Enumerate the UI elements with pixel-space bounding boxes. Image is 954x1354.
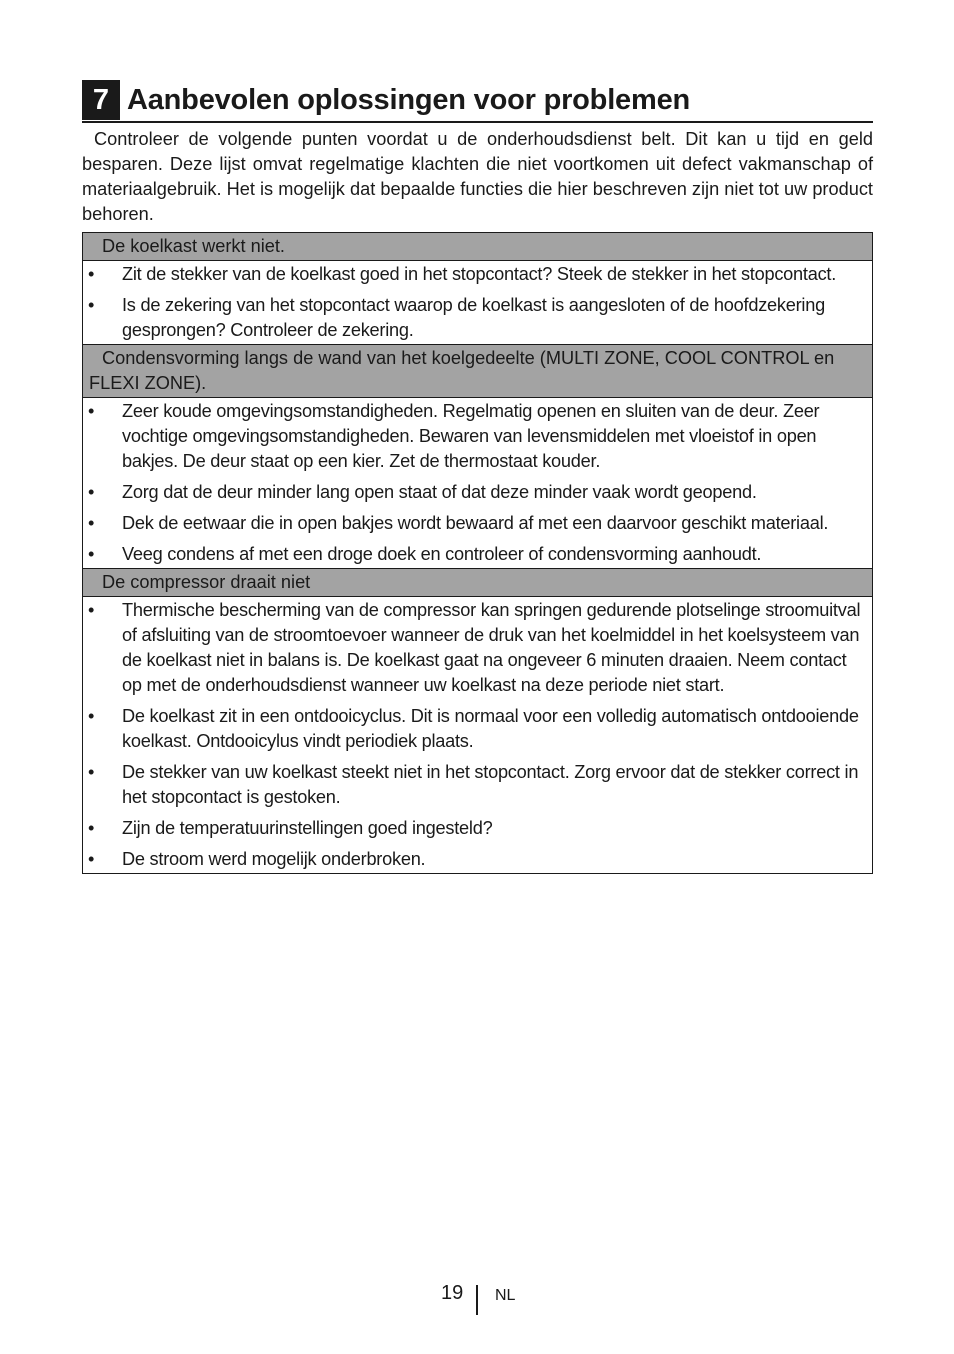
bullet-icon: • bbox=[88, 264, 95, 284]
language-code: NL bbox=[495, 1287, 516, 1304]
list-item bbox=[83, 399, 872, 474]
section-items-row bbox=[83, 597, 873, 874]
troubleshooting-table bbox=[82, 232, 873, 874]
bullet-icon: • bbox=[88, 600, 95, 620]
section-title: De koelkast werkt niet. bbox=[83, 233, 873, 261]
bullet-icon: • bbox=[88, 513, 95, 533]
list-item bbox=[83, 704, 872, 754]
list-item-text: Is de zekering van het stopcontact waarop de koelkast is aangesloten of de hoofdzekering gesprongen? Controleer de zekering. bbox=[122, 295, 825, 340]
section-items bbox=[83, 261, 873, 345]
section-items-row bbox=[83, 398, 873, 569]
bullet-icon: • bbox=[88, 544, 95, 564]
section-header-row bbox=[83, 345, 873, 398]
list-item bbox=[83, 598, 872, 698]
chapter-title: Aanbevolen oplossingen voor problemen bbox=[127, 83, 691, 116]
section-title: De compressor draait niet bbox=[83, 569, 873, 597]
list-item bbox=[83, 760, 872, 810]
section-items-row bbox=[83, 261, 873, 345]
list-item bbox=[83, 480, 872, 505]
list-item bbox=[83, 262, 872, 287]
list-item-text: De koelkast zit in een ontdooicyclus. Dit is normaal voor een volledig automatisch ontdooiende koelkast. Ontdooicylus vindt periodiek plaats. bbox=[122, 706, 859, 751]
list-item bbox=[83, 847, 872, 872]
list-item-text: Dek de eetwaar die in open bakjes wordt bewaard af met een daarvoor geschikt materiaal. bbox=[122, 513, 829, 533]
bullet-icon: • bbox=[88, 401, 95, 421]
list-item bbox=[83, 816, 872, 841]
manual-page bbox=[82, 80, 873, 874]
bullet-icon: • bbox=[88, 706, 95, 726]
bullet-icon: • bbox=[88, 849, 95, 869]
page-footer bbox=[0, 1281, 954, 1315]
list-item-text: Zit de stekker van de koelkast goed in het stopcontact? Steek de stekker in het stopcontact. bbox=[122, 264, 837, 284]
list-item bbox=[83, 542, 872, 567]
list-item-text: Zeer koude omgevingsomstandigheden. Regelmatig openen en sluiten van de deur. Zeer vochtige omgevingsomstandigheden. Bewaren van levensmiddelen met vloeistof in open bakjes. De deur staat op een kier. Zet de thermostaat kouder. bbox=[122, 401, 820, 471]
section-items bbox=[83, 597, 873, 874]
list-item bbox=[83, 293, 872, 343]
chapter-heading bbox=[82, 80, 873, 123]
chapter-number-badge: 7 bbox=[82, 80, 120, 120]
bullet-icon: • bbox=[88, 818, 95, 838]
list-item-text: Veeg condens af met een droge doek en controleer of condensvorming aanhoudt. bbox=[122, 544, 762, 564]
section-items bbox=[83, 398, 873, 569]
list-item-text: De stroom werd mogelijk onderbroken. bbox=[122, 849, 426, 869]
intro-paragraph: Controleer de volgende punten voordat u de onderhoudsdienst belt. Dit kan u tijd en geld besparen. Deze lijst omvat regelmatige klachten die niet voortkomen uit defect vakmanschap of materiaalgebruik. Het is mogelijk dat bepaalde functies die hier beschreven zijn niet tot uw product behoren. bbox=[82, 129, 873, 224]
list-item-text: Zorg dat de deur minder lang open staat of dat deze minder vaak wordt geopend. bbox=[122, 482, 757, 502]
section-header-row bbox=[83, 233, 873, 261]
list-item-text: De stekker van uw koelkast steekt niet in het stopcontact. Zorg ervoor dat de stekker correct in het stopcontact is gestoken. bbox=[122, 762, 859, 807]
bullet-icon: • bbox=[88, 295, 95, 315]
bullet-icon: • bbox=[88, 762, 95, 782]
section-header-row bbox=[83, 569, 873, 597]
page-number: 19 bbox=[441, 1282, 464, 1304]
list-item bbox=[83, 511, 872, 536]
footer-divider bbox=[476, 1285, 478, 1315]
list-item-text: Thermische bescherming van de compressor kan springen gedurende plotselinge stroomuitval of afsluiting van de stroomtoevoer wanneer de druk van het koelmiddel in het koelsysteem van de koelkast niet in balans is. De koelkast gaat na ongeveer 6 minuten draaien. Neem contact op met de onderhoudsdienst wanneer uw koelkast na deze periode niet start. bbox=[122, 600, 861, 695]
list-item-text: Zijn de temperatuurinstellingen goed ingesteld? bbox=[122, 818, 493, 838]
section-title: Condensvorming langs de wand van het koelgedeelte (MULTI ZONE, COOL CONTROL en FLEXI ZONE). bbox=[83, 345, 873, 398]
bullet-icon: • bbox=[88, 482, 95, 502]
